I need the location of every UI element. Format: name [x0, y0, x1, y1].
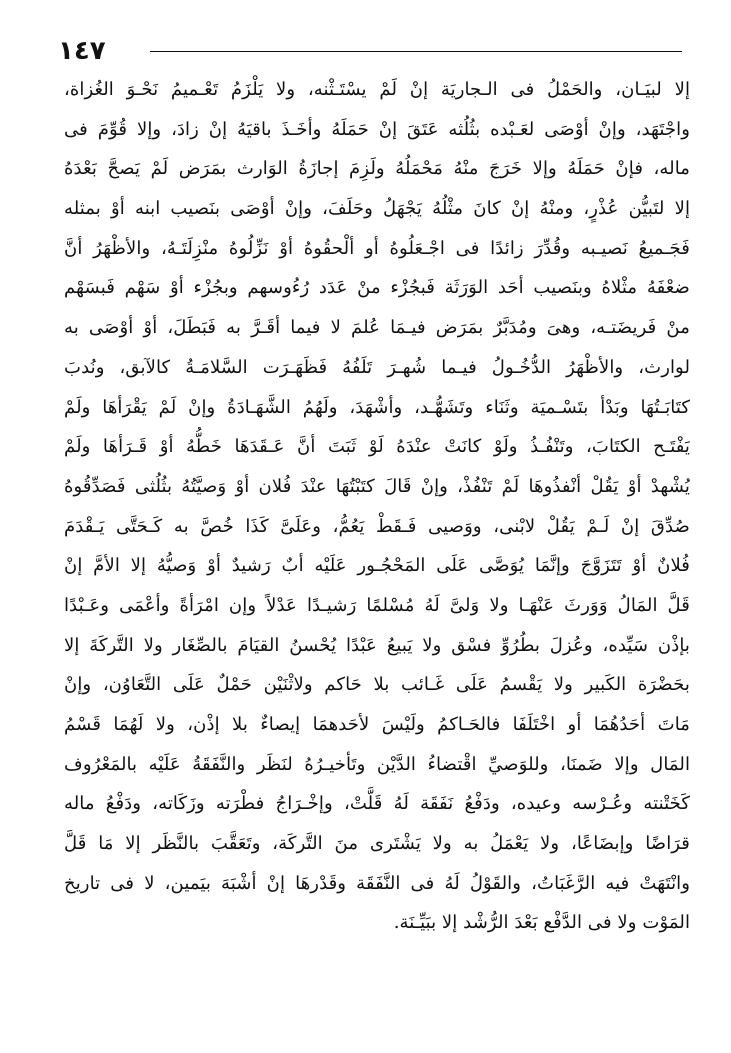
text-line: إلا لتَبيُّن عُذْرٍ، ومنْهُ إنْ كانَ مثْلُهُ يَجْهَلُ وحَلَفَ، وإنْ أوْصَى بنَصيب ابنه أوْ بمثله: [64, 198, 690, 220]
text-line: فُلانٌ أوْ تَتَزَوَّجَ وإنَّمَا يُوَصَّى عَلَى المَحْجُـور عَلَيْه أبٌ رَشيدٌ أوْ وَصيُّهُ إلا الأمَّ إنْ: [64, 555, 690, 577]
text-line: واجْتَهَد، وإنْ أوْصَى لعَـبْده بثُلُثه عَتَقَ إنْ حَمَلَهُ وأخَـذَ باقيَهُ إنْ زادَ، وإلا قُوِّمَ فى: [64, 118, 690, 140]
text-line: يَفْتَـح الكتَابَ، وتَنْفُـذُ ولَوْ كانَتْ عنْدَهُ لَوْ ثَبَتَ أنَّ عَـقَدَهَا خَطُّهُ أوْ قَـرَأهَا ولَمْ: [64, 436, 690, 458]
text-line: إلا لبيَـان، والحَمْلُ فى الـجاريَة إنْ لَمْ يسْتَـثْنه، ولا يَلْزَمُ تَعْـميمُ نَحْـوَ الغُزاة،: [64, 79, 690, 100]
text-line: يُشْهدْ أوْ يَقُلْ أنْفذُوهَا لَمْ تَنْفُذْ، وإنْ قَالَ كتَبْتُهَا عنْدَ فُلان أوْ وَصيَّتُهُ بثُلُثى فَصَدِّقُوهُ: [64, 475, 690, 497]
page-header: [58, 34, 682, 68]
text-line: قَلَّ المَالُ وَوَرثَ عَنْهَـا ولا وَلىَّ لَهُ مُسْلمًا رَشيـدًا عَدْلاً وإن امْرَأةً وأعْمَى وعَـبْدًا: [64, 594, 690, 616]
text-line: بحَضْرَة الكَبير ولا يَقْسمُ عَلَى غَـائب بلا حَاكم ولاثْنَيْن حَمْلٌ عَلَى التَّعَاوُن، وإنْ: [64, 674, 690, 696]
text-line: قرَاضًا وإبضَاعًا، ولا يَعْمَلُ به ولا يَشْتَرى منَ التَّركَة، وتَعَقَّبَ بالنَّظَر إلا مَا قَلَّ: [64, 833, 690, 855]
text-line: صُدِّقَ إنْ لَـمْ يَقُلْ لابْنى، ووَصيى فَـقَطْ يَعُمُّ، وعَلَىَّ كَذَا خُصَّ به كَـحَتَّى يَـقْدَمَ: [64, 515, 690, 537]
header-rule: [150, 51, 682, 52]
text-line: كتَابَـتُهَا وبَدْأ بتَسْـميَة وثَنَاء وتَشَهُّـد، وأشْهَدَ، ولَهُمُ الشَّهَـادَةُ وإنْ لَمْ يَقْرَأهَا ولَمْ: [64, 396, 690, 418]
page-number: ١٤٧: [58, 36, 106, 66]
text-line: المَوْت ولا فى الدَّفْع بَعْدَ الرُّشْد إلا ببَيِّـنَة.: [393, 912, 690, 934]
text-line: وانْتَهَتْ فيه الرَّغَبَاتُ، والقَوْلُ لَهُ فى النَّفَقَة وقَدْرهَا إنْ أشْبَهَ بيَمين، لا فى تاريخ: [64, 872, 690, 894]
text-line: ماله، فإنْ حَمَلَهُ وإلا خَرَجَ منْهُ مَحْمَلُهُ ولَزِمَ إجازَةُ الوَارث بمَرَض لَمْ يَصحَّ بَعْدَهُ: [64, 158, 690, 180]
text-line: مَاتَ أحَدُهُمَا أو اخْتَلَفَا فالحَـاكمُ ولَيْسَ لأحَدهمَا إيصاءٌ بلا إذْن، ولا لَهُمَا قَسْمُ: [64, 714, 690, 735]
text-line: لوارث، والأظْهَرُ الدُّخُـولُ فيـما شُهـرَ تَلَفُهُ فَظَهَـرَت السَّلامَـةُ كالآبق، ونُدبَ: [64, 356, 690, 378]
text-line: منْ فَريضَتـه، وهىَ ومُدَبَّرٌ بمَرَض فيـمَا عُلمَ لا فيما أقَـرَّ به فَبَطَلَ، أوْ أوْصَى به: [64, 317, 690, 339]
text-line: المَال وإلا ضَمنَا، وللوَصيِّ اقْتضاءُ الدَّيْن وتَأخيـرُهُ لنَظَر والنَّفَقَةُ عَلَيْه بالمَعْرُوف: [64, 753, 690, 775]
body-text: [64, 70, 690, 943]
text-line: فَجَـميعُ نَصيـبه وقُدِّرَ زائدًا فى اجْـعَلُوهُ أو ألْحقُوهُ أوْ نَزِّلُوهُ منْزِلَتَـهُ، والأظْهَرُ أنَّ: [64, 237, 690, 259]
text-line: كَخَتْنته وعُـرْسه وعيده، ودَفْعُ نَفَقَة لَهُ قَلَّتْ، وإخْـرَاجُ فطْرَته وزَكَاته، ودَفْعُ ماله: [64, 793, 690, 815]
text-line: بإذْن سَيِّده، وعُزلَ بطُرُوِّ فسْق ولا يَبيعُ عَبْدًا يُحْسنُ القيَامَ بالصِّغَار ولا التَّركَةَ إلا: [64, 634, 690, 656]
text-line: ضعْفَهُ مثْلاهُ وبنَصيب أحَد الوَرَثَة فَبجُزْء منْ عَدَد رُءُوسهم وبجُزْء أوْ سَهْم فَبسَهْم: [64, 277, 690, 299]
